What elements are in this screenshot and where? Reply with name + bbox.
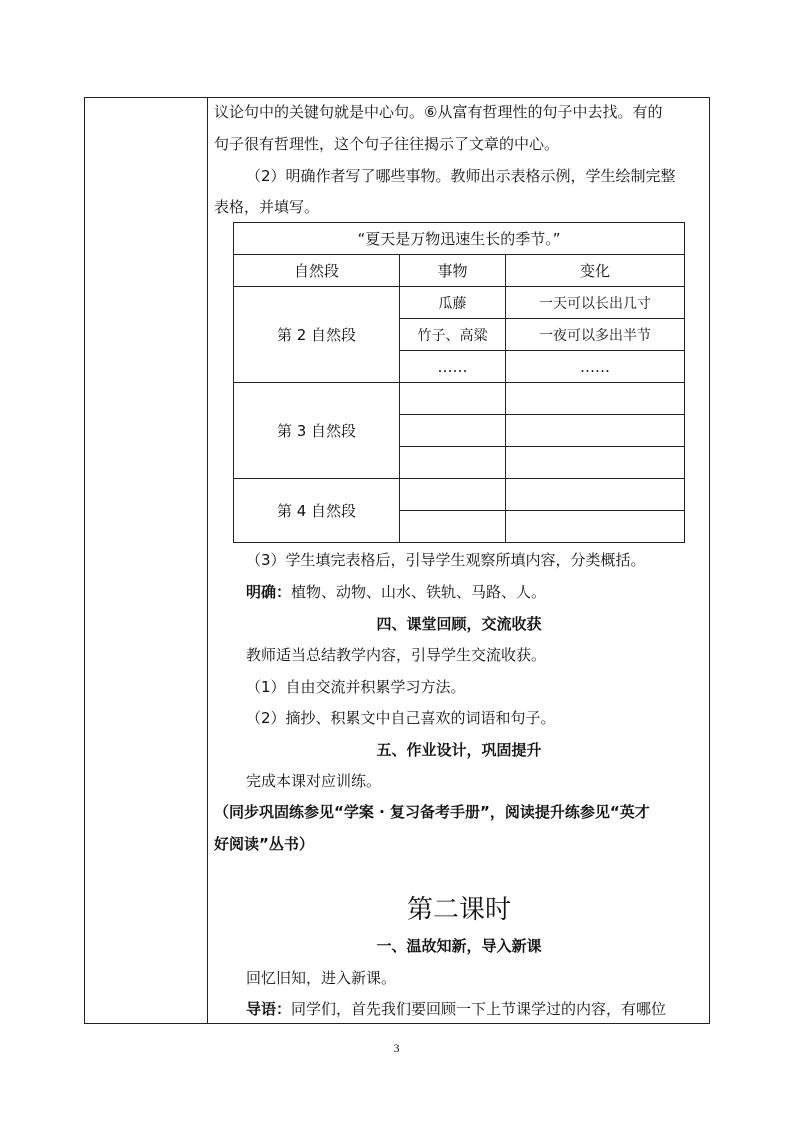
text-line: 好阅读”丛书） <box>214 835 314 853</box>
table-cell-thing: …… <box>400 351 506 383</box>
table-header-change: 变化 <box>506 255 685 287</box>
table-cell-empty <box>400 479 506 511</box>
growth-table <box>233 222 685 543</box>
table-cell-paragraph-3: 第 3 自然段 <box>234 383 400 479</box>
intro-label: 导语： <box>246 1000 292 1018</box>
table-cell-empty <box>506 511 685 543</box>
text-line: （3）学生填完表格后，引导学生观察所填内容，分类概括。 <box>246 551 646 569</box>
table-header-paragraph: 自然段 <box>234 255 400 287</box>
table-cell-empty <box>400 415 506 447</box>
section-heading: 一、温故知新，导入新课 <box>376 937 542 955</box>
table-cell-empty <box>506 415 685 447</box>
text-line: 教师适当总结教学内容，引导学生交流收获。 <box>246 646 547 664</box>
text-line <box>246 999 666 1019</box>
clarify-text: 植物、动物、山水、铁轨、马路、人。 <box>291 583 547 601</box>
table-cell-change: 一夜可以多出半节 <box>506 319 685 351</box>
table-cell-empty <box>506 447 685 479</box>
section-heading: 四、课堂回顾，交流收获 <box>376 615 542 633</box>
column-divider <box>207 97 208 1024</box>
table-cell-paragraph-4: 第 4 自然段 <box>234 479 400 543</box>
text-line: 议论句中的关键句就是中心句。⑥从富有哲理性的句子中去找。有的 <box>214 103 663 121</box>
table-cell-thing: 瓜藤 <box>400 287 506 319</box>
table-cell-change: 一天可以长出几寸 <box>506 287 685 319</box>
table-cell-empty <box>400 383 506 415</box>
table-cell-empty <box>400 511 506 543</box>
table-header-thing: 事物 <box>400 255 506 287</box>
table-cell-empty <box>506 383 685 415</box>
text-line: （2）明确作者写了哪些事物。教师出示表格示例，学生绘制完整 <box>246 167 676 185</box>
text-line: （2）摘抄、积累文中自己喜欢的词语和句子。 <box>246 709 556 727</box>
table-title: “夏天是万物迅速生长的季节。” <box>234 223 685 255</box>
table-cell-empty <box>506 479 685 511</box>
table-cell-change: …… <box>506 351 685 383</box>
text-line <box>246 582 546 602</box>
text-line: 完成本课对应训练。 <box>246 772 382 790</box>
intro-text: 同学们，首先我们要回顾一下上节课学过的内容，有哪位 <box>291 1000 667 1018</box>
clarify-label: 明确： <box>246 583 292 601</box>
table-cell-paragraph-2: 第 2 自然段 <box>234 287 400 383</box>
section-heading: 五、作业设计，巩固提升 <box>376 741 542 759</box>
lesson-title: 第二课时 <box>406 895 511 925</box>
text-line: （同步巩固练参见“学案 · 复习备考手册”，阅读提升练参见“英才 <box>214 803 650 821</box>
table-cell-thing: 竹子、高粱 <box>400 319 506 351</box>
table-cell-empty <box>400 447 506 479</box>
text-line: 表格，并填写。 <box>214 198 320 216</box>
text-line: （1）自由交流并积累学习方法。 <box>246 678 466 696</box>
page-number: 3 <box>393 1041 400 1055</box>
text-line: 句子很有哲理性，这个句子往往揭示了文章的中心。 <box>214 135 560 153</box>
text-line: 回忆旧知，进入新课。 <box>246 969 397 987</box>
